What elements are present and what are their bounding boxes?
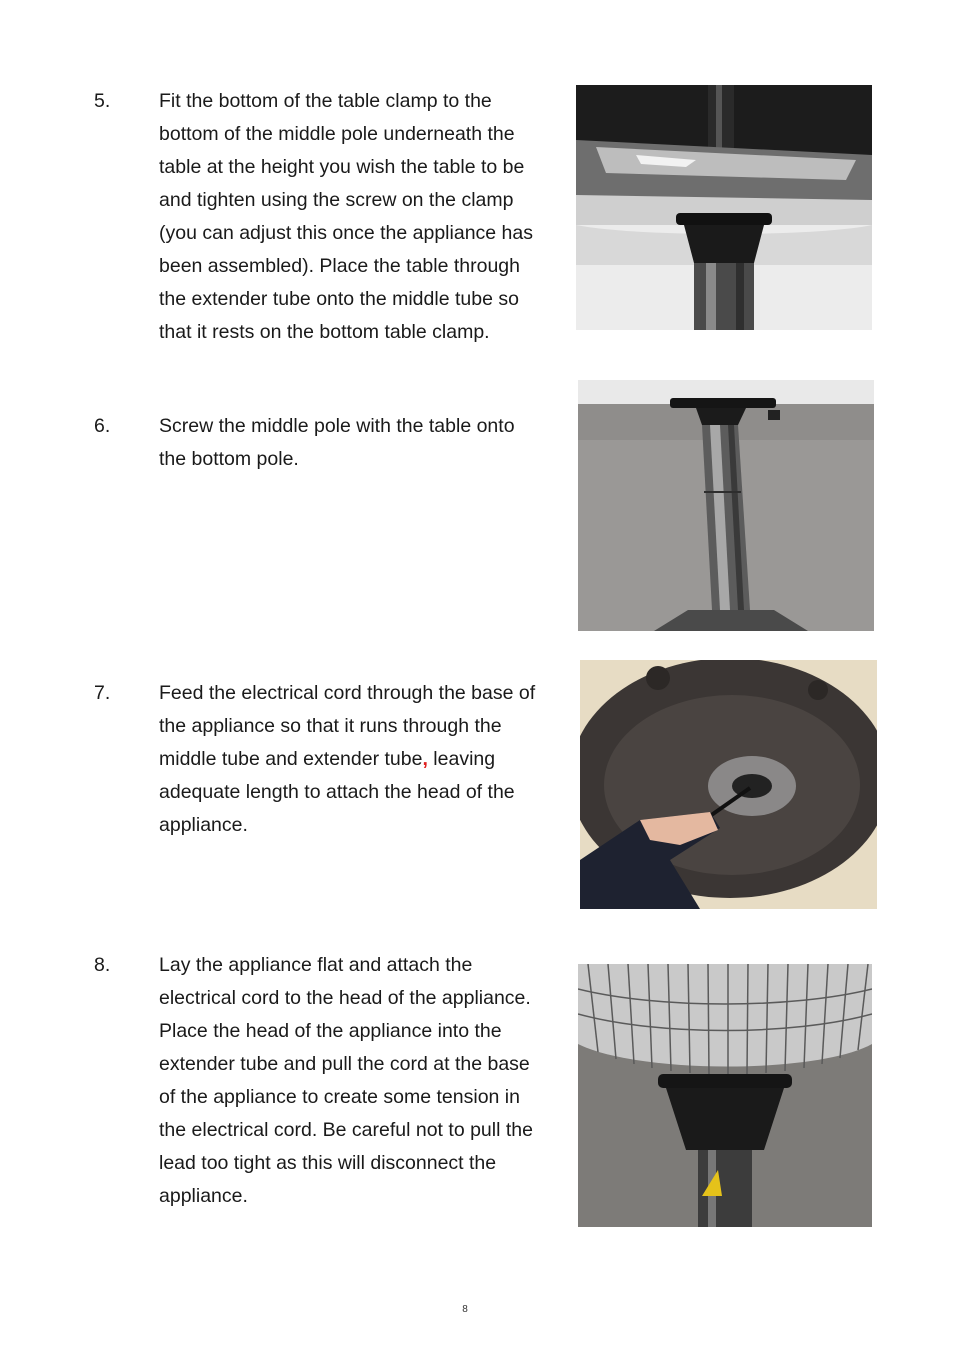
step-text: Fit the bottom of the table clamp to the bottom of the middle pole underneath the table at the height you wish the table to be and tighten using the screw on the clamp (you can adjust this once the appliance has been assembled). Place the table through the extender tube onto the middle tube so that it rests on the bottom table clamp. <box>159 90 533 343</box>
step-text: Screw the middle pole with the table onto the bottom pole. <box>159 415 515 470</box>
step-number: 7. <box>94 682 111 704</box>
step-number: 8. <box>94 954 111 976</box>
photo-middle-pole <box>578 380 874 631</box>
photo-heater-head <box>578 964 872 1227</box>
photo-appliance-base <box>580 660 877 909</box>
step-number: 5. <box>94 90 111 112</box>
step-text: Feed the electrical cord through the base of the appliance so that it runs through the middle tube and extender tube, leaving adequate length to attach the head of the appliance. <box>159 682 536 836</box>
highlighted-comma: , <box>422 748 428 770</box>
step-number: 6. <box>94 415 111 437</box>
step-text: Lay the appliance flat and attach the electrical cord to the head of the appliance. Place the head of the appliance into the extender tube and pull the cord at the base of the appliance to create some tension in the electrical cord. Be careful not to pull the lead too tight as this will disconnect the appliance. <box>159 954 533 1207</box>
page-number: 8 <box>462 1304 468 1315</box>
photo-table-clamp <box>576 85 872 330</box>
